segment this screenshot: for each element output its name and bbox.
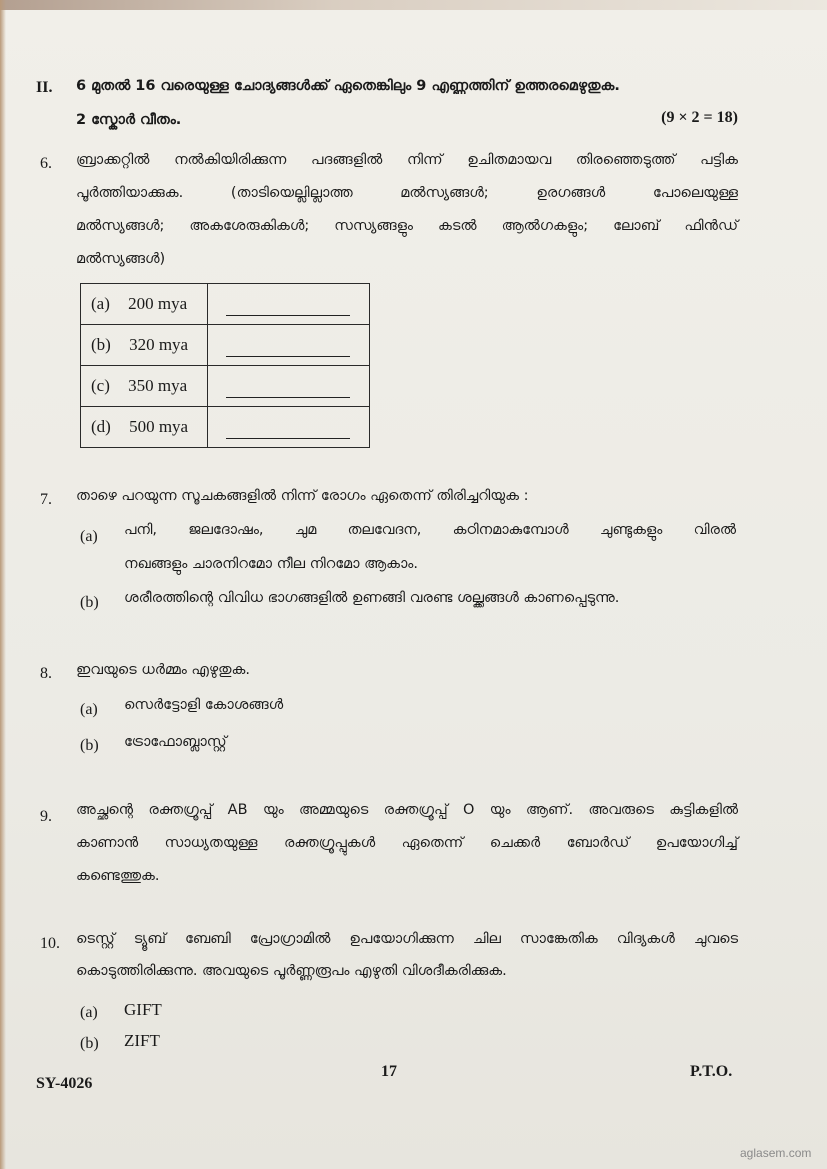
- q10-number: 10.: [40, 935, 60, 952]
- q7-stem: താഴെ പറയുന്ന സൂചകങ്ങളിൽ നിന്ന് രോഗം ഏതെന്ന് തിരിച്ചറിയുക :: [76, 488, 529, 504]
- q9-line-1: അച്ഛന്റെ രക്തഗ്രൂപ്പ് AB യും അമ്മയുടെ രക്തഗ്രൂപ്പ് O യും ആണ്. അവരുടെ കുട്ടികളിൽ: [76, 802, 738, 818]
- q9-number: 9.: [40, 808, 52, 825]
- q6-line-1: ബ്രാക്കറ്റിൽ നൽകിയിരിക്കുന്ന പദങ്ങളിൽ നിന്ന് ഉചിതമായവ തിരഞ്ഞെടുത്ത് പട്ടിക: [76, 152, 738, 168]
- section-number: II.: [36, 79, 53, 96]
- q6-number: 6.: [40, 155, 52, 172]
- page-top-edge: [0, 0, 827, 10]
- q9-line-2: കാണാൻ സാധ്യതയുള്ള രക്തഗ്രൂപ്പുകൾ ഏതെന്ന് ചെക്കർ ബോർഡ് ഉപയോഗിച്ച്: [76, 835, 738, 851]
- row-label: (a): [91, 294, 110, 313]
- q8a-label: (a): [80, 701, 98, 718]
- section-marks: (9 × 2 = 18): [661, 109, 738, 126]
- q8a-text: സെർട്ടോളി കോശങ്ങൾ: [124, 697, 284, 713]
- section-instruction: 6 മുതൽ 16 വരെയുള്ള ചോദ്യങ്ങൾക്ക് ഏതെങ്കിലും 9 എണ്ണത്തിന് ഉത്തരമെഴുതുക.: [76, 78, 620, 94]
- section-score-note: 2 സ്കോർ വീതം.: [76, 112, 182, 128]
- table-row: [81, 407, 370, 448]
- q10b-text: ZIFT: [124, 1031, 160, 1050]
- q10a-label: (a): [80, 1004, 98, 1021]
- q8-number: 8.: [40, 665, 52, 682]
- q6-line-3: മൽസ്യങ്ങൾ; അകശേരുകികൾ; സസ്യങ്ങളും കടൽ ആൽഗകളും; ലോബ് ഫിൻഡ്: [76, 218, 738, 234]
- answer-blank: [226, 397, 350, 398]
- answer-blank: [226, 438, 350, 439]
- q8b-label: (b): [80, 737, 99, 754]
- row-label: (b): [91, 335, 111, 354]
- row-era: 320 mya: [129, 335, 189, 354]
- paper-code: SY-4026: [36, 1075, 93, 1092]
- q6-table: [80, 283, 370, 448]
- page-left-edge: [0, 0, 6, 1169]
- q10a-text: GIFT: [124, 1000, 162, 1019]
- q6-line-4: മൽസ്യങ്ങൾ): [76, 251, 166, 267]
- q10-line-1: ടെസ്റ്റ് ട്യൂബ് ബേബി പ്രോഗ്രാമിൽ ഉപയോഗിക്കുന്ന ചില സാങ്കേതിക വിദ്യകൾ ചുവടെ: [76, 931, 738, 947]
- table-row: [81, 284, 370, 325]
- q7b-label: (b): [80, 594, 99, 611]
- table-row: [81, 366, 370, 407]
- q7-number: 7.: [40, 491, 52, 508]
- row-era: 350 mya: [128, 376, 188, 395]
- row-label: (d): [91, 417, 111, 436]
- row-era: 200 mya: [128, 294, 188, 313]
- answer-blank: [226, 356, 350, 357]
- q8-stem: ഇവയുടെ ധർമ്മം എഴുതുക.: [76, 662, 250, 678]
- answer-blank: [226, 315, 350, 316]
- pto-marker: P.T.O.: [690, 1063, 733, 1080]
- row-label: (c): [91, 376, 110, 395]
- q10-line-2: കൊടുത്തിരിക്കുന്നു. അവയുടെ പൂർണ്ണരൂപം എഴുതി വിശദീകരിക്കുക.: [76, 963, 507, 979]
- watermark: aglasem.com: [740, 1146, 812, 1160]
- q9-line-3: കണ്ടെത്തുക.: [76, 868, 160, 884]
- q7a-line-2: നഖങ്ങളും ചാരനിറമോ നീല നിറമോ ആകാം.: [124, 556, 418, 572]
- q7a-label: (a): [80, 528, 98, 545]
- q7a-line-1: പനി, ജലദോഷം, ചുമ തലവേദന, കഠിനമാകുമ്പോൾ ചുണ്ടുകളും വിരൽ: [124, 522, 736, 538]
- q10b-label: (b): [80, 1035, 99, 1052]
- row-era: 500 mya: [129, 417, 189, 436]
- q8b-text: ട്രോഫോബ്ലാസ്റ്റ്: [124, 734, 227, 750]
- q7b-text: ശരീരത്തിന്റെ വിവിധ ഭാഗങ്ങളിൽ ഉണങ്ങി വരണ്ട ശല്ക്കങ്ങൾ കാണപ്പെടുന്നു.: [124, 590, 620, 606]
- table-row: [81, 325, 370, 366]
- q6-line-2: പൂർത്തിയാക്കുക. (താടിയെല്ലില്ലാത്ത മൽസ്യങ്ങൾ; ഉരഗങ്ങൾ പോലെയുള്ള: [76, 185, 738, 201]
- page-number: 17: [381, 1063, 397, 1080]
